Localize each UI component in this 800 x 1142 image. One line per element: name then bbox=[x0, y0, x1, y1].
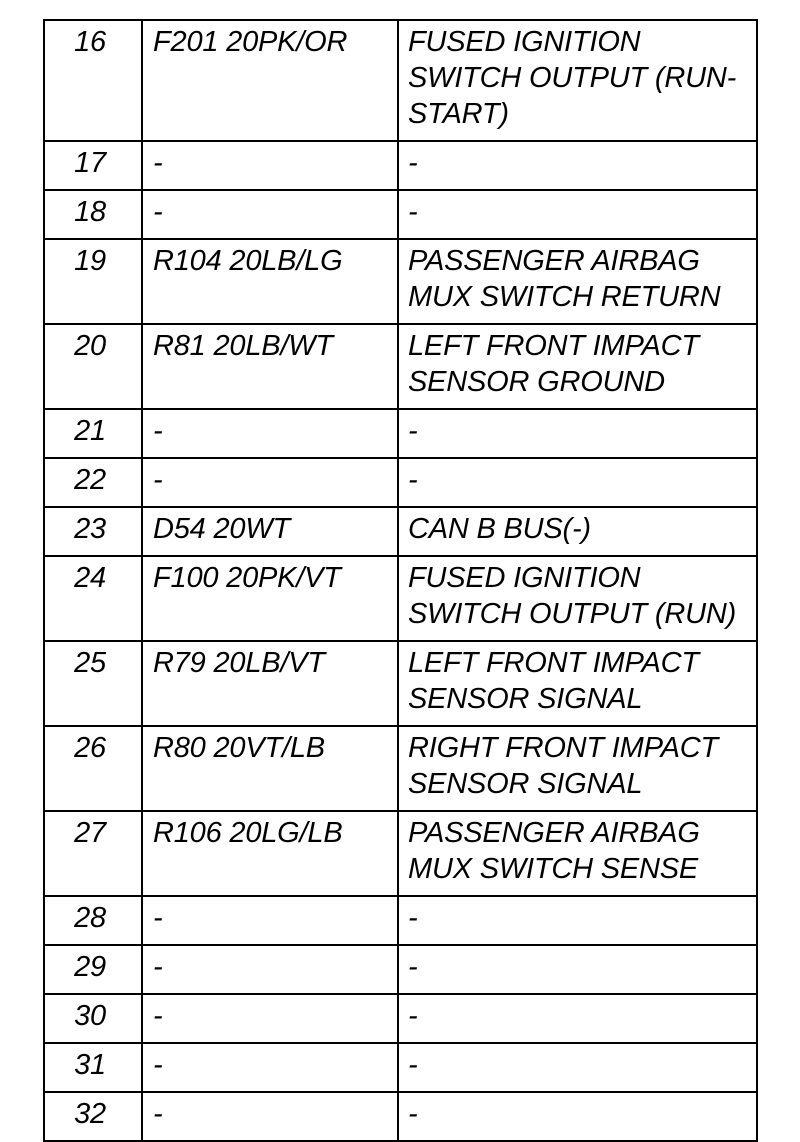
circuit-cell: - bbox=[142, 1092, 398, 1141]
cavity-cell: 19 bbox=[44, 239, 142, 324]
circuit-cell: R106 20LG/LB bbox=[142, 811, 398, 896]
function-cell: FUSED IGNITION SWITCH OUTPUT (RUN-START) bbox=[398, 20, 757, 141]
circuit-cell: - bbox=[142, 994, 398, 1043]
table-row bbox=[44, 1043, 757, 1092]
table-row bbox=[44, 641, 757, 726]
circuit-cell: R80 20VT/LB bbox=[142, 726, 398, 811]
table-row bbox=[44, 811, 757, 896]
table-row bbox=[44, 458, 757, 507]
cavity-cell: 24 bbox=[44, 556, 142, 641]
cavity-cell: 30 bbox=[44, 994, 142, 1043]
function-cell: - bbox=[398, 945, 757, 994]
circuit-cell: D54 20WT bbox=[142, 507, 398, 556]
circuit-cell: R81 20LB/WT bbox=[142, 324, 398, 409]
function-cell: PASSENGER AIRBAG MUX SWITCH SENSE bbox=[398, 811, 757, 896]
table-row bbox=[44, 190, 757, 239]
cavity-cell: 25 bbox=[44, 641, 142, 726]
table-row bbox=[44, 507, 757, 556]
cavity-cell: 20 bbox=[44, 324, 142, 409]
circuit-cell: - bbox=[142, 409, 398, 458]
function-cell: RIGHT FRONT IMPACT SENSOR SIGNAL bbox=[398, 726, 757, 811]
table-row bbox=[44, 556, 757, 641]
cavity-cell: 18 bbox=[44, 190, 142, 239]
circuit-cell: - bbox=[142, 945, 398, 994]
function-cell: - bbox=[398, 896, 757, 945]
function-cell: PASSENGER AIRBAG MUX SWITCH RETURN bbox=[398, 239, 757, 324]
cavity-cell: 16 bbox=[44, 20, 142, 141]
circuit-cell: F100 20PK/VT bbox=[142, 556, 398, 641]
function-cell: - bbox=[398, 141, 757, 190]
table-row bbox=[44, 141, 757, 190]
cavity-cell: 32 bbox=[44, 1092, 142, 1141]
circuit-cell: - bbox=[142, 896, 398, 945]
cavity-cell: 23 bbox=[44, 507, 142, 556]
function-cell: - bbox=[398, 994, 757, 1043]
function-cell: - bbox=[398, 190, 757, 239]
table-row bbox=[44, 945, 757, 994]
circuit-cell: - bbox=[142, 458, 398, 507]
cavity-cell: 26 bbox=[44, 726, 142, 811]
circuit-cell: - bbox=[142, 190, 398, 239]
function-cell: - bbox=[398, 409, 757, 458]
circuit-cell: - bbox=[142, 1043, 398, 1092]
function-cell: CAN B BUS(-) bbox=[398, 507, 757, 556]
cavity-cell: 27 bbox=[44, 811, 142, 896]
cavity-cell: 31 bbox=[44, 1043, 142, 1092]
cavity-cell: 21 bbox=[44, 409, 142, 458]
cavity-cell: 22 bbox=[44, 458, 142, 507]
circuit-cell: - bbox=[142, 141, 398, 190]
table-row bbox=[44, 1092, 757, 1141]
function-cell: - bbox=[398, 1043, 757, 1092]
circuit-cell: R79 20LB/VT bbox=[142, 641, 398, 726]
cavity-cell: 17 bbox=[44, 141, 142, 190]
table-row bbox=[44, 896, 757, 945]
circuit-cell: F201 20PK/OR bbox=[142, 20, 398, 141]
function-cell: - bbox=[398, 458, 757, 507]
function-cell: LEFT FRONT IMPACT SENSOR SIGNAL bbox=[398, 641, 757, 726]
connector-pinout-table bbox=[43, 19, 758, 1142]
table-row bbox=[44, 239, 757, 324]
table-row bbox=[44, 726, 757, 811]
table-row bbox=[44, 994, 757, 1043]
table-row bbox=[44, 409, 757, 458]
function-cell: - bbox=[398, 1092, 757, 1141]
function-cell: LEFT FRONT IMPACT SENSOR GROUND bbox=[398, 324, 757, 409]
cavity-cell: 28 bbox=[44, 896, 142, 945]
cavity-cell: 29 bbox=[44, 945, 142, 994]
function-cell: FUSED IGNITION SWITCH OUTPUT (RUN) bbox=[398, 556, 757, 641]
circuit-cell: R104 20LB/LG bbox=[142, 239, 398, 324]
table-row bbox=[44, 20, 757, 141]
table-row bbox=[44, 324, 757, 409]
